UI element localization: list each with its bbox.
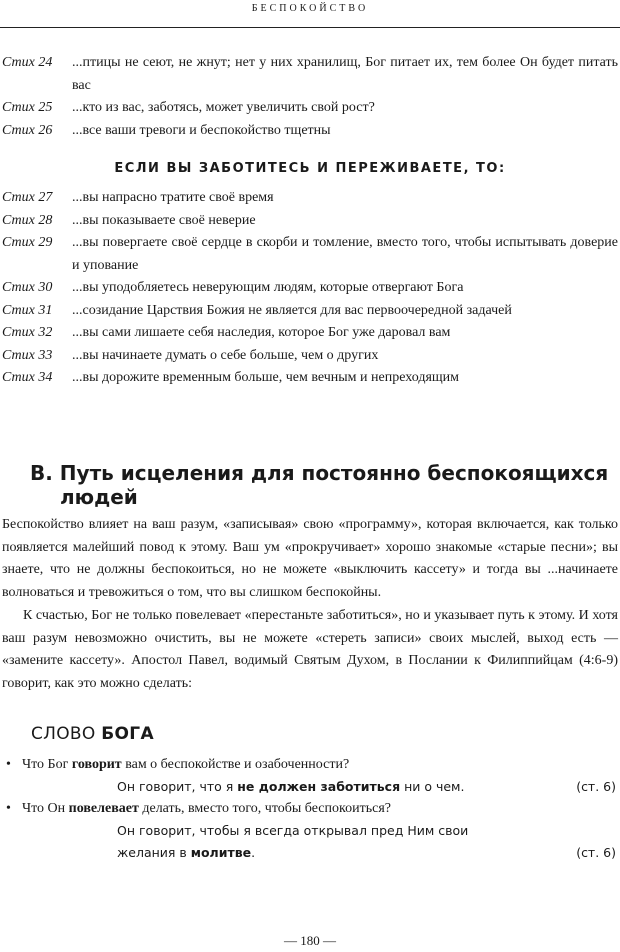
paragraph: К счастью, Бог не только повелевает «перестаньте заботиться», но и указывает путь к этому. И хотя ваш разум невозможно очистить, вы не можете «стереть записи» своих мыслей, выход есть — «замените кассету». Апостол Павел, водимый Святым Духом, в Послании к Филиппийцам (4:6-9) говорит, как это можно сделать:: [2, 607, 618, 691]
verse-text: ...вы дорожите временным больше, чем вечным и непреходящим: [72, 370, 460, 385]
verse-text: ...созидание Царствия Божия не является для вас первоочередной задачей: [72, 302, 512, 318]
answer-text: ни о чем.: [400, 779, 465, 794]
question-text: вам о беспокойстве и озабоченности?: [121, 757, 350, 772]
verse-item: [0, 322, 620, 345]
verse-text: ...вы напрасно тратите своё время: [72, 190, 274, 205]
verse-ref: Стих 27: [2, 190, 53, 205]
verse-item: [0, 52, 620, 97]
verse-ref: Стих 34: [2, 370, 53, 385]
answer-emphasis: не должен заботиться: [237, 779, 401, 794]
verse-ref: Стих 30: [2, 280, 53, 295]
verse-ref: Стих 25: [2, 100, 53, 115]
verse-item: [0, 345, 620, 368]
verse-ref: Стих 28: [2, 212, 53, 228]
verse-reference: (ст. 6): [576, 845, 616, 860]
verse-ref: Стих 29: [2, 235, 53, 250]
bullet-icon: •: [6, 757, 11, 772]
word-of-god-heading: [31, 724, 154, 744]
verse-item: [0, 187, 620, 210]
question-text: Что Он: [22, 801, 69, 816]
verse-ref: Стих 26: [2, 122, 53, 138]
verse-text: ...вы начинаете думать о себе больше, чем о других: [72, 347, 379, 363]
verse-ref: Стих 33: [2, 347, 53, 363]
section-title: [30, 461, 620, 509]
verse-list-b: [0, 187, 620, 390]
verse-text: ...птицы не сеют, не жнут; нет у них хранилищ, Бог питает их, тем более Он будет питать вас: [72, 55, 618, 93]
answer-text: Он говорит, чтобы я всегда открывал пред Ним свои желания в: [117, 823, 469, 860]
question-text: делать, вместо того, чтобы беспокоиться?: [138, 801, 391, 816]
verse-item: [0, 232, 620, 277]
word-of-god-bold: БОГА: [101, 724, 154, 744]
paragraph: Беспокойство влияет на ваш разум, «записывая» свою «программу», которая включается, как только появляется малейший повод к этому. Ваш ум «прокручивает» хорошо знакомые «старые песни»; вы знаете, что не должны беспокоиться, но не можете «выключить кассету» и тогда вы ...начинаете волноваться и тревожиться о том, что вы слишком беспокойны.: [2, 517, 618, 601]
verse-text: ...все ваши тревоги и беспокойство тщетны: [72, 122, 331, 138]
question-emphasis: повелевает: [68, 801, 139, 816]
verse-item: [0, 367, 620, 390]
running-head: БЕСПОКОЙСТВО: [251, 3, 369, 14]
question-emphasis: говорит: [71, 757, 122, 772]
verse-item: [0, 97, 620, 120]
question: [0, 754, 620, 776]
answer: [0, 776, 620, 798]
qa-item: [0, 798, 620, 864]
verse-item: [0, 277, 620, 300]
word-of-god-light: СЛОВО: [31, 724, 102, 744]
answer-text: .: [251, 845, 256, 860]
question-text: Что Бог: [22, 757, 72, 772]
verse-text: ...вы сами лишаете себя наследия, которое Бог уже даровал вам: [72, 325, 451, 340]
qa-item: [0, 754, 620, 798]
verse-ref: Стих 32: [2, 325, 53, 340]
verse-reference: (ст. 6): [576, 779, 616, 794]
answer: [0, 820, 620, 864]
subheading: ЕСЛИ ВЫ ЗАБОТИТЕСЬ И ПЕРЕЖИВАЕТЕ, ТО:: [114, 161, 506, 176]
question: [0, 798, 620, 820]
bullet-icon: •: [6, 801, 11, 816]
verse-text: ...вы уподобляетесь неверующим людям, которые отвергают Бога: [72, 280, 464, 295]
header-rule: [0, 27, 620, 28]
verse-item: [0, 120, 620, 143]
section-title-line2: людей: [60, 485, 138, 509]
verse-ref: Стих 31: [2, 302, 53, 318]
verse-list-a: [0, 52, 620, 142]
verse-ref: Стих 24: [2, 55, 53, 70]
verse-item: [0, 210, 620, 233]
verse-text: ...вы повергаете своё сердце в скорби и томление, вместо того, чтобы испытывать доверие и упование: [72, 235, 618, 273]
section-title-line1: B. Путь исцеления для постоянно беспокоящихся: [30, 461, 609, 485]
answer-text: Он говорит, что я: [117, 779, 238, 794]
page-number: — 180 —: [284, 933, 336, 948]
answer-emphasis: молитве: [190, 845, 252, 860]
verse-item: [0, 300, 620, 323]
body-text: [2, 514, 618, 696]
verse-text: ...кто из вас, заботясь, может увеличить свой рост?: [72, 100, 375, 115]
verse-text: ...вы показываете своё неверие: [72, 212, 256, 228]
